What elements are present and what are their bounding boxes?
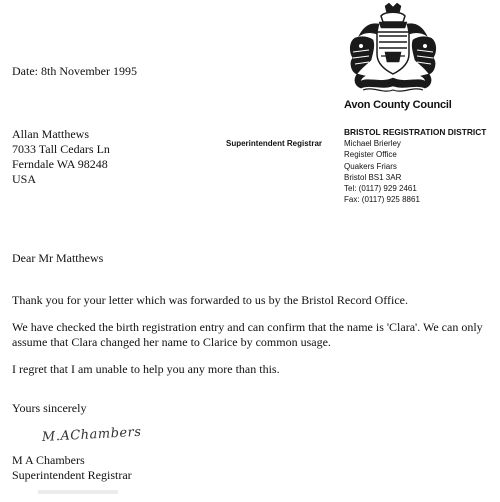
office-line: Quakers Friars bbox=[344, 161, 397, 171]
recipient-country: USA bbox=[12, 172, 37, 186]
office-address-block bbox=[344, 127, 486, 205]
salutation: Dear Mr Matthews bbox=[12, 251, 104, 265]
office-line: Michael Brierley bbox=[344, 139, 401, 149]
office-phone: Tel: (0117) 929 2461 bbox=[344, 184, 417, 194]
body-paragraph: Thank you for your letter which was forwarded to us by the Bristol Record Office. bbox=[12, 293, 409, 307]
closing: Yours sincerely bbox=[12, 401, 87, 415]
recipient-street: 7033 Tall Cedars Ln bbox=[12, 142, 110, 156]
coat-of-arms-crest bbox=[339, 2, 447, 100]
faint-mark bbox=[38, 490, 118, 494]
handwritten-signature: M.AChambers bbox=[41, 424, 142, 445]
office-fax: Fax: (0117) 925 8861 bbox=[344, 195, 420, 205]
letter-date: Date: 8th November 1995 bbox=[12, 64, 137, 78]
office-line: Register Office bbox=[344, 150, 397, 160]
body-paragraph: I regret that I am unable to help you any more than this. bbox=[12, 362, 280, 376]
district-name: BRISTOL REGISTRATION DISTRICT bbox=[344, 127, 487, 137]
office-line: Bristol BS1 3AR bbox=[344, 172, 402, 182]
signer-title: Superintendent Registrar bbox=[12, 468, 132, 482]
council-name: Avon County Council bbox=[344, 99, 452, 111]
signer-name: M A Chambers bbox=[12, 453, 85, 467]
official-title: Superintendent Registrar bbox=[226, 139, 323, 148]
recipient-city: Ferndale WA 98248 bbox=[12, 157, 108, 171]
recipient-name: Allan Matthews bbox=[12, 127, 89, 141]
body-paragraph: We have checked the birth registration entry and can confirm that the name is 'Clara'. We can only assume that Clara changed her name to Clarice by common usage. bbox=[12, 320, 483, 349]
recipient-address bbox=[12, 127, 110, 187]
